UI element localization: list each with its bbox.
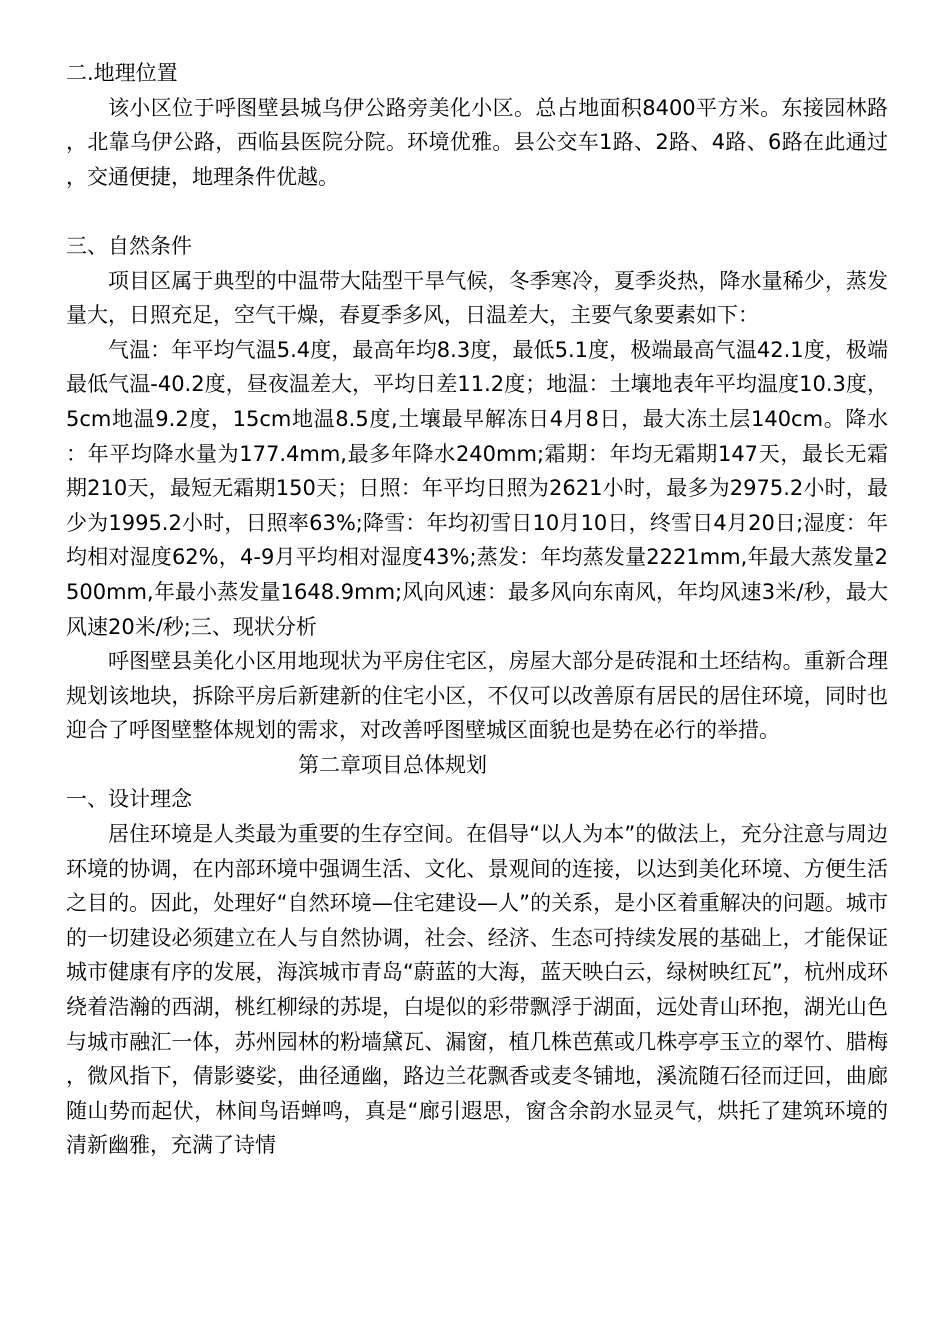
chapter-title: 第二章项目总体规划	[298, 752, 487, 777]
paragraph-gap	[66, 194, 888, 229]
document-page	[66, 56, 888, 1163]
section-heading-location: 二.地理位置	[66, 61, 178, 85]
design-concept-paragraph: 居住环境是人类最为重要的生存空间。在倡导“以人为本”的做法上，充分注意与周边环境的协调，在内部环境中强调生活、文化、景观间的连接，以达到美化环境、方便生活之目的。因此，处理好“自然环境—住宅建设—人”的关系，是小区着重解决的问题。城市的一切建设必须建立在人与自然协调，社会、经济、生态可持续发展的基础上，才能保证城市健康有序的发展，海滨城市青岛“蔚蓝的大海，蓝天映白云，绿树映红瓦”，杭州成环绕着浩瀚的西湖，桃红柳绿的苏堤，白堤似的彩带飘浮于湖面，远处青山环抱，湖光山色与城市融汇一体，苏州园林的粉墙黛瓦、漏窗，植几株芭蕉或几株亭亭玉立的翠竹、腊梅，微风指下，倩影婆娑，曲径通幽，路边兰花飘香或麦冬铺地，溪流随石径而迂回，曲廊随山势而起伏，林间鸟语蝉鸣，真是“廊引遐思，窗含余韵水显灵气，烘托了建筑环境的清新幽雅，充满了诗情	[66, 822, 888, 1158]
section-heading-design-concept: 一、设计理念	[66, 787, 192, 812]
current-status-paragraph: 呼图壁县美化小区用地现状为平房住宅区，房屋大部分是砖混和土坯结构。重新合理规划该地块，拆除平房后新建新的住宅小区，不仅可以改善原有居民的居住环境，同时也迎合了呼图壁整体规划的需求，对改善呼图壁城区面貌也是势在必行的举措。	[66, 649, 888, 743]
climate-intro-paragraph: 项目区属于典型的中温带大陆型干旱气候，冬季寒冷，夏季炎热，降水量稀少，蒸发量大，日照充足，空气干燥，春夏季多风，日温差大，主要气象要素如下：	[66, 268, 888, 328]
climate-data-paragraph: 气温：年平均气温5.4度，最高年均8.3度，最低5.1度，极端最高气温42.1度，极端最低气温-40.2度，昼夜温差大，平均日差11.2度；地温：土壤地表年平均温度10.3度，5cm地温9.2度，15cm地温8.5度,土壤最早解冻日4月8日，最大冻土层140cm。降水：年平均降水量为177.4mm,最多年降水240mm;霜期：年均无霜期147天，最长无霜期210天，最短无霜期150天；日照：年平均日照为2621小时，最多为2975.2小时，最少为1995.2小时，日照率63%;降雪：年均初雪日10月10日，终雪日4月20日;湿度：年均相对湿度62%，4-9月平均相对湿度43%;蒸发：年均蒸发量2221mm,年最大蒸发量2500mm,年最小蒸发量1648.9mm;风向风速：最多风向东南风，年均风速3米/秒，最大风速20米/秒;三、现状分析	[66, 337, 888, 639]
location-paragraph: 该小区位于呼图壁县城乌伊公路旁美化小区。总占地面积8400平方米。东接园林路，北靠乌伊公路，西临县医院分院。环境优雅。县公交车1路、2路、4路、6路在此通过，交通便捷，地理条件优越。	[66, 95, 888, 189]
section-heading-natural-conditions: 三、自然条件	[66, 233, 192, 258]
